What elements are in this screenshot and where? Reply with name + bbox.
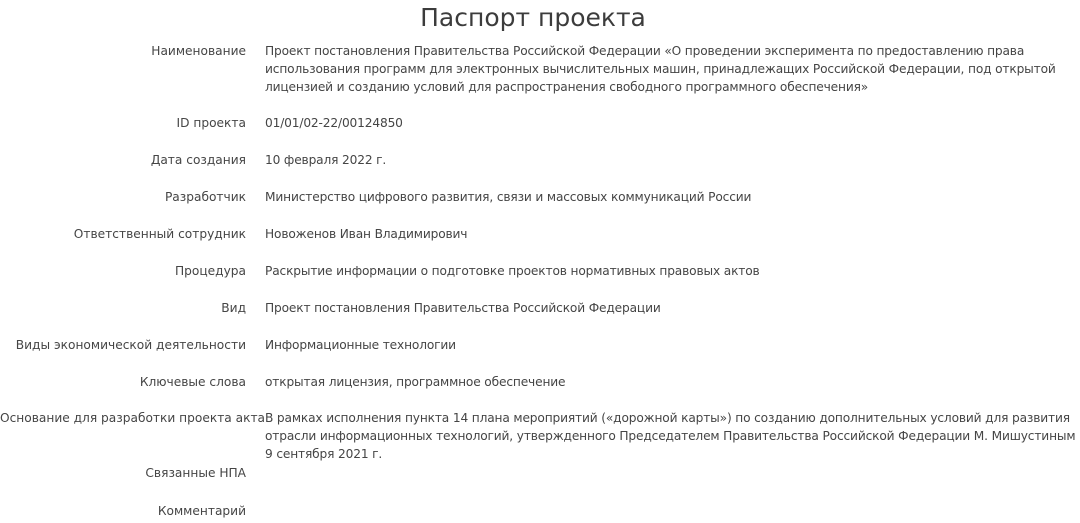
field-value: Раскрытие информации о подготовке проектов нормативных правовых актов — [265, 264, 760, 278]
field-label: Дата создания — [150, 153, 246, 167]
page-title: Паспорт проекта — [420, 3, 646, 32]
field-value: Министерство цифрового развития, связи и массовых коммуникаций России — [265, 190, 752, 204]
field-label: Разработчик — [164, 190, 246, 204]
field-value: В рамках исполнения пункта 14 плана мероприятий («дорожной карты») по созданию дополнительных условий для развития отрасли информационных технологий, утвержденного Председателем Правительства Российской Федерации М. Мишустиным 9 сентября 2021 г. — [265, 411, 1076, 461]
field-value: Проект постановления Правительства Российской Федерации — [265, 301, 661, 315]
field-label: Ключевые слова — [139, 375, 246, 389]
field-value: Новоженов Иван Владимирович — [265, 227, 468, 241]
field-label: Виды экономической деятельности — [15, 338, 246, 352]
field-label: ID проекта — [176, 116, 246, 130]
field-label: Комментарий — [157, 504, 246, 518]
field-label: Связанные НПА — [145, 466, 246, 480]
field-label: Наименование — [151, 44, 246, 58]
field-value: Проект постановления Правительства Российской Федерации «О проведении эксперимента по предоставлению права использования программ для электронных вычислительных машин, принадлежащих Российской Федерации, под открытой лицензией и созданию условий для распространения свободного программного обеспечения» — [265, 44, 1056, 94]
field-value: Информационные технологии — [265, 338, 456, 352]
field-label: Ответственный сотрудник — [73, 227, 246, 241]
field-label: Основание для разработки проекта акта — [0, 411, 266, 425]
field-label: Процедура — [175, 264, 246, 278]
field-value: открытая лицензия, программное обеспечение — [265, 375, 566, 389]
field-label: Вид — [221, 301, 246, 315]
field-value: 01/01/02-22/00124850 — [265, 116, 403, 130]
field-value: 10 февраля 2022 г. — [265, 153, 387, 167]
